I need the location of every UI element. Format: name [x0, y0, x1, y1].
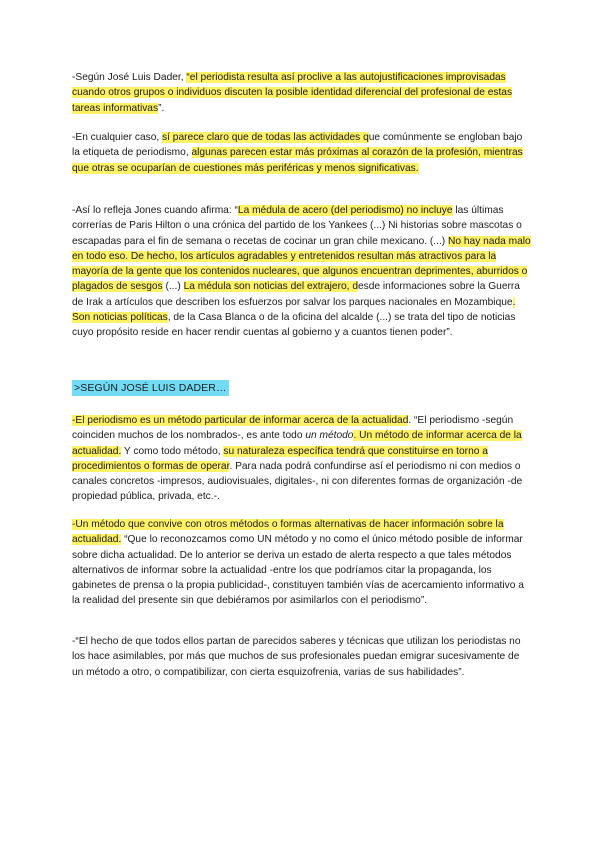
- text-span: -Según José Luis Dader,: [72, 72, 187, 83]
- highlighted-text: La médula de acero (del periodismo) no incluye: [237, 205, 453, 216]
- highlighted-text: La médula son noticias del extrajero, d: [183, 281, 358, 293]
- text-span: -“El hecho de que todos ellos partan de parecidos saberes y técnicas que utilizan los periodistas no los hace asimilables, por más que muchos de sus profesionales puedan emigrar sucesivamente de un método a otro, o compatibilizar, con cierta esquizofrenia, varias de sus habilidades”.: [72, 636, 521, 678]
- highlighted-text: . Son noticias políticas: [72, 296, 516, 324]
- highlighted-text: algunas parecen estar más próximas al corazón de la profesión, mientras que otras se ocuparían de cuestiones más periféricas y menos significativas.: [72, 147, 523, 174]
- paragraph-alternative-methods: [72, 517, 532, 609]
- paragraph-jones-quote: [72, 203, 532, 341]
- text-span: (...): [162, 281, 184, 293]
- text-span: “Que lo reconozcamos como UN método y no como el único método posible de informar sobre dicha actualidad. De lo anterior se deriva un estado de alerta respecto a que tales métodos alternativos de informar sobre la actualidad -entre los que podríamos citar la propaganda, los gabinetes de prensa o la propia publicidad-, constituyen también vías de acercamiento informativo a la realidad del presente sin que debiéramos por asimilarlos con el periodismo”.: [72, 534, 524, 607]
- text-span: ue comúnmente se engloban bajo la etiqueta de periodismo,: [72, 132, 523, 159]
- text-span: Y como todo método,: [121, 445, 224, 457]
- highlighted-text: sí parece claro que de todas las actividades q: [162, 132, 369, 143]
- italic-text: un método: [305, 430, 354, 442]
- text-span: . Para nada podrá confundirse así el periodismo ni con medios o canales concretos -impresos, audiovisuales, digitales-, ni con diferentes formas de organización -de propiedad pública, privada, etc.-.: [72, 460, 523, 503]
- highlighted-text: “el periodista resulta así proclive a las autojustificaciones improvisadas cuando otros grupos o individuos discuten la posible identidad diferencial del profesional de estas tareas informativas: [72, 72, 513, 114]
- section-heading: >SEGÚN JOSÉ LUIS DADER…: [74, 382, 227, 394]
- text-span: las últimas correrías de Paris Hilton o una crónica del partido de los Yankees (...) Ni historias sobre mascotas o escapadas para el fin de semana o recetas de cocinar un gran chile mexicano. (...): [72, 205, 522, 247]
- paragraph-core-activities: [72, 130, 532, 176]
- text-span: . “El periodismo -según coinciden muchos de los nombrados-, es ante todo: [72, 415, 514, 442]
- text-span: , de la Casa Blanca o de la oficina del alcalde (...) se trata del tipo de noticias cuyo propósito reside en hacer rendir cuentas al gobierno y a cuantos tienen poder”.: [72, 312, 516, 339]
- highlighted-text: su naturaleza específica tendrá que constituirse en torno a procedimientos o formas de operar: [72, 445, 488, 472]
- text-span: -Así lo refleja Jones cuando afirma: “: [72, 205, 238, 216]
- text-span: -En cualquier caso,: [72, 132, 163, 143]
- paragraph-shared-skills: [72, 634, 532, 680]
- text-span: esde informaciones sobre la Guerra de Irak a artículos que describen los esfuerzos por salvar los parques nacionales en Mozambique: [72, 281, 520, 308]
- highlighted-text: -El periodismo es un método particular de informar acerca de la actualidad: [72, 415, 409, 426]
- highlighted-text: No hay nada malo en todo eso. De hecho, los artículos agradables y entretenidos resultan más atractivos para la mayoría de la gente que los contenidos nucleares, que algunos encuentran deprimentes, aburridos o plagados de sesgos: [72, 235, 531, 293]
- text-span: ”.: [158, 102, 165, 114]
- highlighted-text: -Un método que convive con otros métodos o formas alternativas de hacer información sobre la actualidad.: [72, 519, 504, 546]
- paragraph-dader-quote: [72, 70, 532, 116]
- paragraph-method: [72, 413, 532, 505]
- highlighted-text: . Un método de informar acerca de la actualidad.: [72, 430, 522, 457]
